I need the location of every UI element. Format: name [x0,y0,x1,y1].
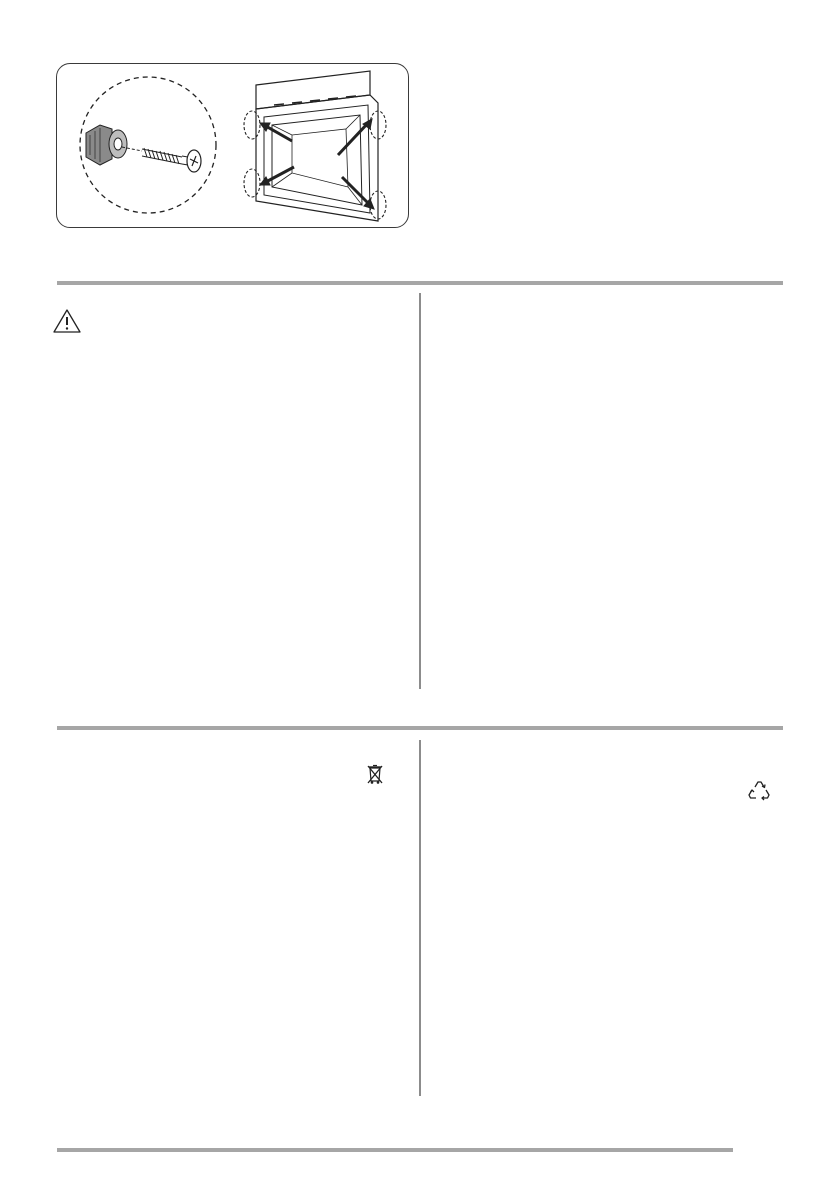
crossed-out-wheelie-bin-icon [365,763,385,785]
footer-rule [57,1148,733,1152]
recycling-symbol-icon [746,779,772,803]
section-2-column-divider [419,740,421,1096]
section-1-column-divider [419,293,421,689]
warning-triangle-icon [51,307,83,335]
section-2-top-rule [57,726,783,730]
screw-and-wall-anchor-icon [80,77,216,213]
oven-cavity-mounting-points-icon [244,71,386,221]
installation-figure [56,63,409,228]
section-1-top-rule [57,281,783,285]
